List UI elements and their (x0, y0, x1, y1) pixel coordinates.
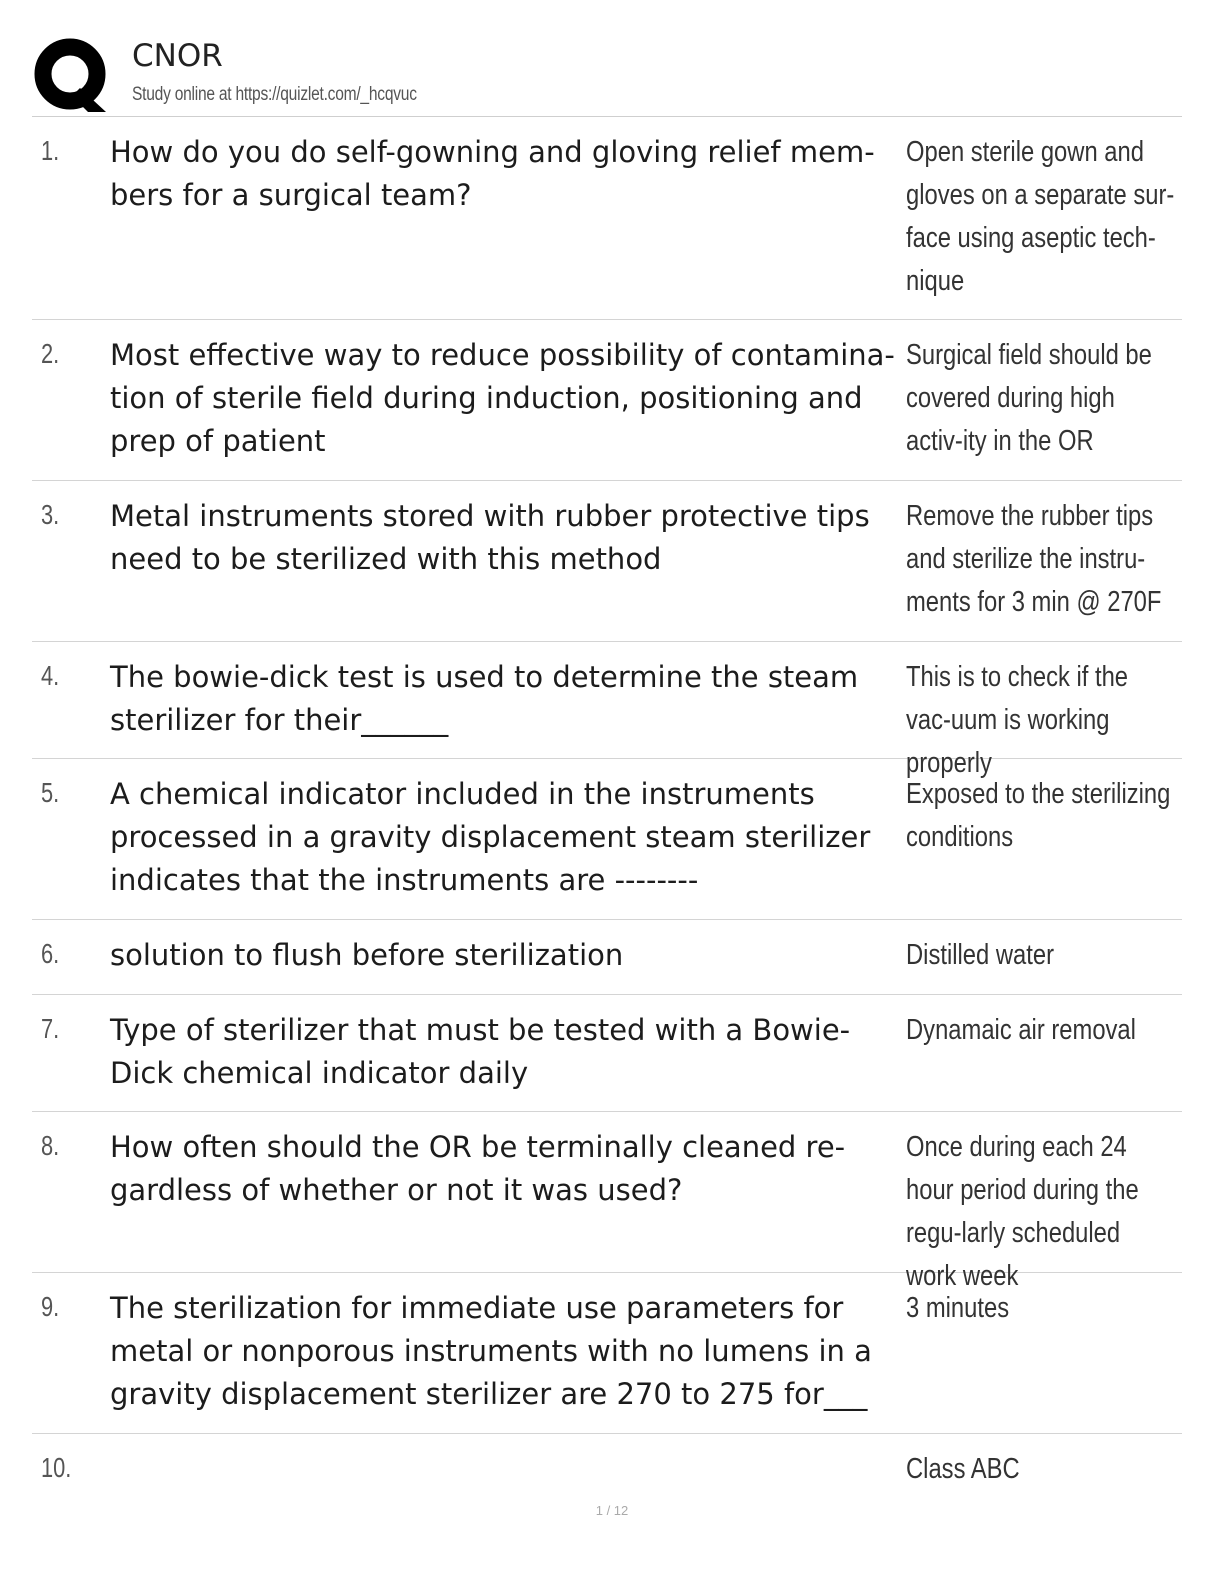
card-term: Most effective way to reduce possibility of contamina-tion of sterile field during induction, positioning and prep of patient (110, 338, 895, 458)
card-definition: Once during each 24 hour period during the regu-larly scheduled work week (906, 1131, 1139, 1292)
flashcard-row (32, 995, 1182, 1112)
card-definition: This is to check if the vac-uum is working properly (906, 661, 1129, 779)
card-number: 9. (41, 1291, 60, 1322)
card-term: The sterilization for immediate use parameters for metal or nonporous instruments with no lumens in a gravity displacement sterilizer are 270 to 275 for___ (110, 1291, 872, 1411)
card-number: 7. (41, 1013, 60, 1044)
card-term: Metal instruments stored with rubber protective tips need to be sterilized with this method (110, 499, 870, 576)
flashcard-row (32, 1112, 1182, 1292)
card-number: 3. (41, 499, 60, 530)
card-definition: Class ABC (906, 1453, 1020, 1485)
card-number: 6. (41, 938, 60, 969)
card-definition: Dynamaic air removal (906, 1014, 1136, 1046)
card-number: 2. (41, 338, 60, 369)
card-number: 10. (41, 1452, 72, 1483)
flashcard-row (32, 1273, 1182, 1434)
card-term: A chemical indicator included in the instruments processed in a gravity displacement steam sterilizer indicates that the instruments are -------- (110, 777, 871, 897)
card-definition: 3 minutes (906, 1292, 1010, 1324)
flashcard-row (32, 759, 1182, 920)
flashcard-row (32, 642, 1182, 779)
flashcard-row (32, 117, 1182, 320)
card-number: 8. (41, 1130, 60, 1161)
flashcard-row (32, 481, 1182, 642)
card-term: How often should the OR be terminally cleaned re-gardless of whether or not it was used? (110, 1130, 846, 1207)
card-term: Type of sterilizer that must be tested with a Bowie-Dick chemical indicator daily (110, 1013, 851, 1090)
card-number: 4. (41, 660, 60, 691)
card-definition: Open sterile gown and gloves on a separate sur-face using aseptic tech-nique (906, 136, 1175, 297)
flashcard-row (32, 320, 1182, 481)
flashcard-row (32, 1434, 1182, 1504)
page-number: 1 / 12 (595, 1503, 629, 1518)
card-number: 5. (41, 777, 60, 808)
study-online-link[interactable]: Study online at https://quizlet.com/_hcqvuc (132, 84, 417, 105)
set-title: CNOR (132, 38, 223, 74)
flashcard-list (32, 117, 1182, 1504)
card-term: How do you do self-gowning and gloving relief mem-bers for a surgical team? (110, 135, 875, 212)
card-definition: Remove the rubber tips and sterilize the instru-ments for 3 min @ 270F (906, 500, 1162, 618)
card-definition: Surgical field should be covered during high activ-ity in the OR (906, 339, 1152, 457)
card-term: solution to flush before sterilization (110, 938, 624, 972)
quizlet-logo-icon (32, 36, 112, 116)
card-definition: Exposed to the sterilizing conditions (906, 778, 1171, 853)
card-number: 1. (41, 135, 60, 166)
flashcard-row (32, 920, 1182, 995)
card-definition: Distilled water (906, 939, 1055, 971)
page-header (32, 32, 1182, 118)
card-term: The bowie-dick test is used to determine the steam sterilizer for their______ (110, 660, 859, 737)
